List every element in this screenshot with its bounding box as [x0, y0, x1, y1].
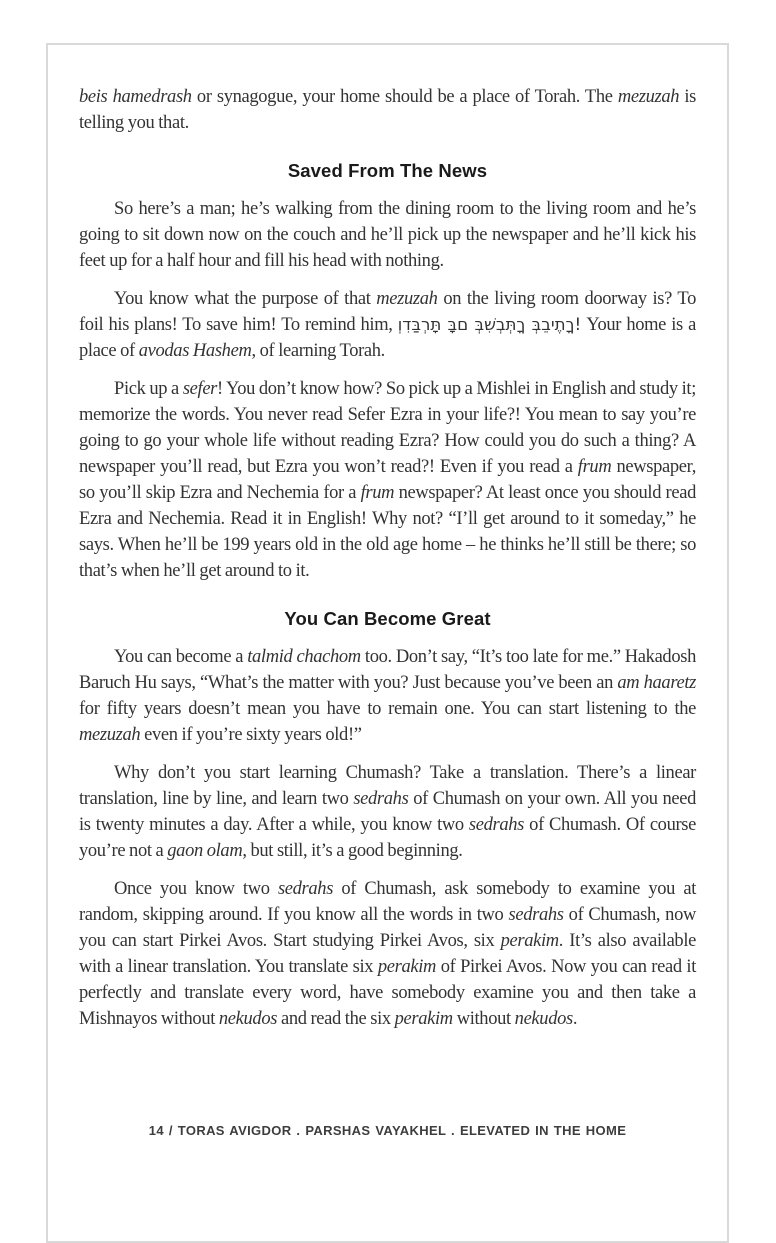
text-run: . — [572, 1009, 578, 1029]
text-run: is telling you that. — [79, 87, 697, 133]
page — [46, 43, 729, 1243]
text-run: , of learning Torah. — [251, 341, 385, 361]
body-paragraph — [79, 196, 696, 274]
text-run: of Chumash, ask somebody to examine you at random, skipping around. If you know all the words in two — [79, 879, 696, 925]
text-run: You know what the purpose of that — [114, 289, 377, 309]
text-run: Why don’t you start learning Chumash? Take a translation. There’s a linear translation, line by line, and learn two — [79, 763, 696, 809]
body-paragraph — [79, 876, 696, 1032]
text-run: ! You don’t know how? So pick up a Mishlei in English and study it; memorize the words. You never read Sefer Ezra in your life?! You mean to say you’re going to go your whole life without reading Ezra? How could you do such a thing? A newspaper you’ll read, but Ezra you won’t read?! Even if you read a — [79, 379, 696, 477]
body-paragraph — [79, 286, 696, 364]
italic-term: sedrahs — [353, 789, 409, 809]
italic-term: beis hamedrash — [79, 87, 192, 107]
body-paragraph — [79, 760, 696, 864]
italic-term: am haaretz — [617, 673, 696, 693]
text-run: . It’s also available with a linear translation. You translate six — [79, 931, 696, 977]
italic-term: sedrahs — [468, 815, 525, 835]
text-run: of Pirkei Avos. Now you can read it perfectly and translate every word, have somebody examine you and then take a Mishnayos without — [79, 957, 696, 1029]
text-run: , but still, it’s a good beginning. — [242, 841, 463, 861]
text-run: too. Don’t say, “It’s too late for me.” Hakadosh Baruch Hu says, “What’s the matter with you? Just because you’ve been an — [79, 647, 696, 693]
text-run: on the living room doorway is? To foil his plans! To save him! To remind him, — [79, 289, 696, 335]
italic-term: nekudos — [218, 1009, 278, 1029]
body-paragraph — [79, 376, 696, 584]
text-run: even if you’re sixty years old!” — [140, 725, 362, 745]
italic-term: frum — [577, 457, 612, 477]
text-run: of Chumash on your own. All you need is twenty minutes a day. After a while, you know two — [79, 789, 697, 835]
body-paragraph — [79, 644, 696, 748]
text-run: You can become a — [114, 647, 248, 667]
section-heading: You Can Become Great — [284, 608, 491, 629]
italic-term: sedrahs — [277, 879, 334, 899]
text-run: without — [452, 1009, 515, 1029]
italic-term: gaon olam — [167, 841, 243, 861]
text-run: or synagogue, your home should be a place of Torah. The — [191, 87, 618, 107]
italic-term: nekudos — [514, 1009, 573, 1029]
text-run: of Chumash, now you can start Pirkei Avos. Start studying Pirkei Avos, six — [79, 905, 696, 951]
italic-term: sedrahs — [508, 905, 564, 925]
italic-term: mezuzah — [617, 87, 680, 107]
hebrew-phrase: וְדִבַּרְתָּ בָּם בְּשִׁבְתְּךָ בְּבֵיתֶךָ! — [397, 315, 582, 334]
italic-term: frum — [360, 483, 395, 503]
italic-term: mezuzah — [376, 289, 438, 309]
text-run: newspaper? At least once you should read Ezra and Nechemia. Read it in English! Why not? “I’ll get around to it someday,” he says. When he’ll be 199 years old in the old age home – he thinks he’ll still be there; so that’s when he’ll get around to it. — [79, 483, 696, 581]
text-run: for fifty years doesn’t mean you have to remain one. You can start listening to the — [79, 699, 696, 719]
text-run: newspaper, so you’ll skip Ezra and Nechemia for a — [79, 457, 696, 503]
italic-term: avodas Hashem — [138, 341, 252, 361]
text-run: Pick up a — [114, 379, 183, 399]
italic-term: perakim — [377, 957, 437, 977]
section-heading: Saved From The News — [287, 160, 488, 181]
text-run: So here’s a man; he’s walking from the dining room to the living room and he’s going to sit down now on the couch and he’ll pick up the newspaper and he’ll kick his feet up for a half hour and fill his head with nothing. — [79, 199, 696, 271]
text-run: and read the six — [277, 1009, 395, 1029]
italic-term: talmid chachom — [247, 647, 361, 667]
page-footer: 14 / TORAS AVIGDOR . PARSHAS VAYAKHEL . ELEVATED IN THE HOME — [148, 1123, 627, 1138]
italic-term: perakim — [394, 1009, 453, 1029]
text-run: of Chumash. Of course you’re not a — [79, 815, 696, 861]
document-content — [79, 84, 696, 1044]
text-run: Your home is a place of — [79, 315, 696, 361]
italic-term: sefer — [182, 379, 218, 399]
body-paragraph — [79, 84, 696, 136]
italic-term: mezuzah — [79, 725, 141, 745]
italic-term: perakim — [500, 931, 559, 951]
text-run: Once you know two — [114, 879, 278, 899]
